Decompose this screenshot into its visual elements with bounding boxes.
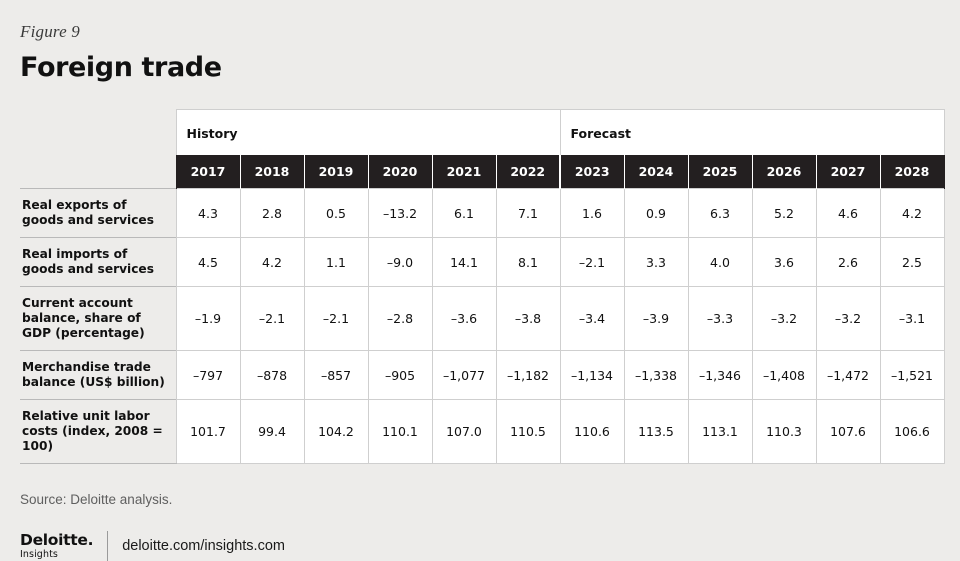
table-cell: –1,408 xyxy=(752,351,816,400)
table-cell: –1,134 xyxy=(560,351,624,400)
source-note: Source: Deloitte analysis. xyxy=(20,492,173,507)
table-cell: –878 xyxy=(240,351,304,400)
table-cell: 110.3 xyxy=(752,400,816,464)
year-header-2023: 2023 xyxy=(560,155,624,189)
logo-wordmark: Deloitte. xyxy=(20,530,94,549)
year-header-2027: 2027 xyxy=(816,155,880,189)
table-cell: –9.0 xyxy=(368,238,432,287)
foreign-trade-table xyxy=(20,109,945,464)
table-cell: 4.2 xyxy=(880,189,944,238)
table-cell: –2.1 xyxy=(560,238,624,287)
table-row xyxy=(20,351,944,400)
table-cell: 106.6 xyxy=(880,400,944,464)
table-cell: 5.2 xyxy=(752,189,816,238)
year-header-2021: 2021 xyxy=(432,155,496,189)
row-label: Current account balance, share of GDP (percentage) xyxy=(20,287,176,351)
year-header-spacer xyxy=(20,155,176,189)
table-cell: 4.2 xyxy=(240,238,304,287)
table-cell: –1,346 xyxy=(688,351,752,400)
table-row xyxy=(20,287,944,351)
table-cell: 4.3 xyxy=(176,189,240,238)
table-cell: –857 xyxy=(304,351,368,400)
table-cell: 6.1 xyxy=(432,189,496,238)
row-label: Real imports of goods and services xyxy=(20,238,176,287)
group-header-row xyxy=(20,110,944,156)
table-cell: 0.9 xyxy=(624,189,688,238)
table-cell: 2.8 xyxy=(240,189,304,238)
table-cell: –1,077 xyxy=(432,351,496,400)
table-cell: –797 xyxy=(176,351,240,400)
figure-label: Figure 9 xyxy=(20,22,80,41)
table-cell: –1,182 xyxy=(496,351,560,400)
table-cell: 113.1 xyxy=(688,400,752,464)
table-cell: 99.4 xyxy=(240,400,304,464)
table-cell: –2.1 xyxy=(240,287,304,351)
row-label: Merchandise trade balance (US$ billion) xyxy=(20,351,176,400)
group-header-forecast: Forecast xyxy=(560,110,944,156)
table-cell: 2.5 xyxy=(880,238,944,287)
table-cell: –3.2 xyxy=(816,287,880,351)
table-cell: –3.2 xyxy=(752,287,816,351)
table-cell: –1,472 xyxy=(816,351,880,400)
table-cell: 110.6 xyxy=(560,400,624,464)
table-row xyxy=(20,189,944,238)
deloitte-insights-logo xyxy=(20,530,107,560)
table-cell: 101.7 xyxy=(176,400,240,464)
table-cell: 107.6 xyxy=(816,400,880,464)
table-row xyxy=(20,238,944,287)
year-header-2022: 2022 xyxy=(496,155,560,189)
table-cell: 6.3 xyxy=(688,189,752,238)
table-cell: –3.8 xyxy=(496,287,560,351)
table-cell: 0.5 xyxy=(304,189,368,238)
brand-bar xyxy=(20,531,942,561)
year-header-2018: 2018 xyxy=(240,155,304,189)
row-label: Real exports of goods and services xyxy=(20,189,176,238)
table-cell: 4.5 xyxy=(176,238,240,287)
figure-title: Foreign trade xyxy=(20,52,222,83)
table-row xyxy=(20,400,944,464)
year-header-2024: 2024 xyxy=(624,155,688,189)
table-cell: –3.4 xyxy=(560,287,624,351)
table-cell: 2.6 xyxy=(816,238,880,287)
group-header-history: History xyxy=(176,110,560,156)
group-header-spacer xyxy=(20,110,176,156)
table-cell: 7.1 xyxy=(496,189,560,238)
year-header-2028: 2028 xyxy=(880,155,944,189)
table-cell: –3.6 xyxy=(432,287,496,351)
row-label: Relative unit labor costs (index, 2008 = 100) xyxy=(20,400,176,464)
table-cell: –2.8 xyxy=(368,287,432,351)
table-cell: –3.9 xyxy=(624,287,688,351)
table-cell: –3.3 xyxy=(688,287,752,351)
year-header-2017: 2017 xyxy=(176,155,240,189)
table-cell: 8.1 xyxy=(496,238,560,287)
table-cell: 110.1 xyxy=(368,400,432,464)
year-header-2019: 2019 xyxy=(304,155,368,189)
table-cell: 104.2 xyxy=(304,400,368,464)
table-cell: –3.1 xyxy=(880,287,944,351)
table-cell: 110.5 xyxy=(496,400,560,464)
table-cell: –13.2 xyxy=(368,189,432,238)
year-header-row xyxy=(20,155,944,189)
table-cell: –905 xyxy=(368,351,432,400)
table-cell: 4.0 xyxy=(688,238,752,287)
table-cell: 107.0 xyxy=(432,400,496,464)
year-header-2025: 2025 xyxy=(688,155,752,189)
table-cell: 3.3 xyxy=(624,238,688,287)
table-cell: 14.1 xyxy=(432,238,496,287)
table-cell: 3.6 xyxy=(752,238,816,287)
table-cell: –1.9 xyxy=(176,287,240,351)
year-header-2020: 2020 xyxy=(368,155,432,189)
table-cell: 113.5 xyxy=(624,400,688,464)
website-url[interactable]: deloitte.com/insights.com xyxy=(122,538,285,554)
table-cell: –2.1 xyxy=(304,287,368,351)
table-cell: –1,521 xyxy=(880,351,944,400)
table-cell: –1,338 xyxy=(624,351,688,400)
year-header-2026: 2026 xyxy=(752,155,816,189)
table-cell: 1.1 xyxy=(304,238,368,287)
table-cell: 1.6 xyxy=(560,189,624,238)
logo-subtext: Insights xyxy=(20,549,58,560)
table-cell: 4.6 xyxy=(816,189,880,238)
